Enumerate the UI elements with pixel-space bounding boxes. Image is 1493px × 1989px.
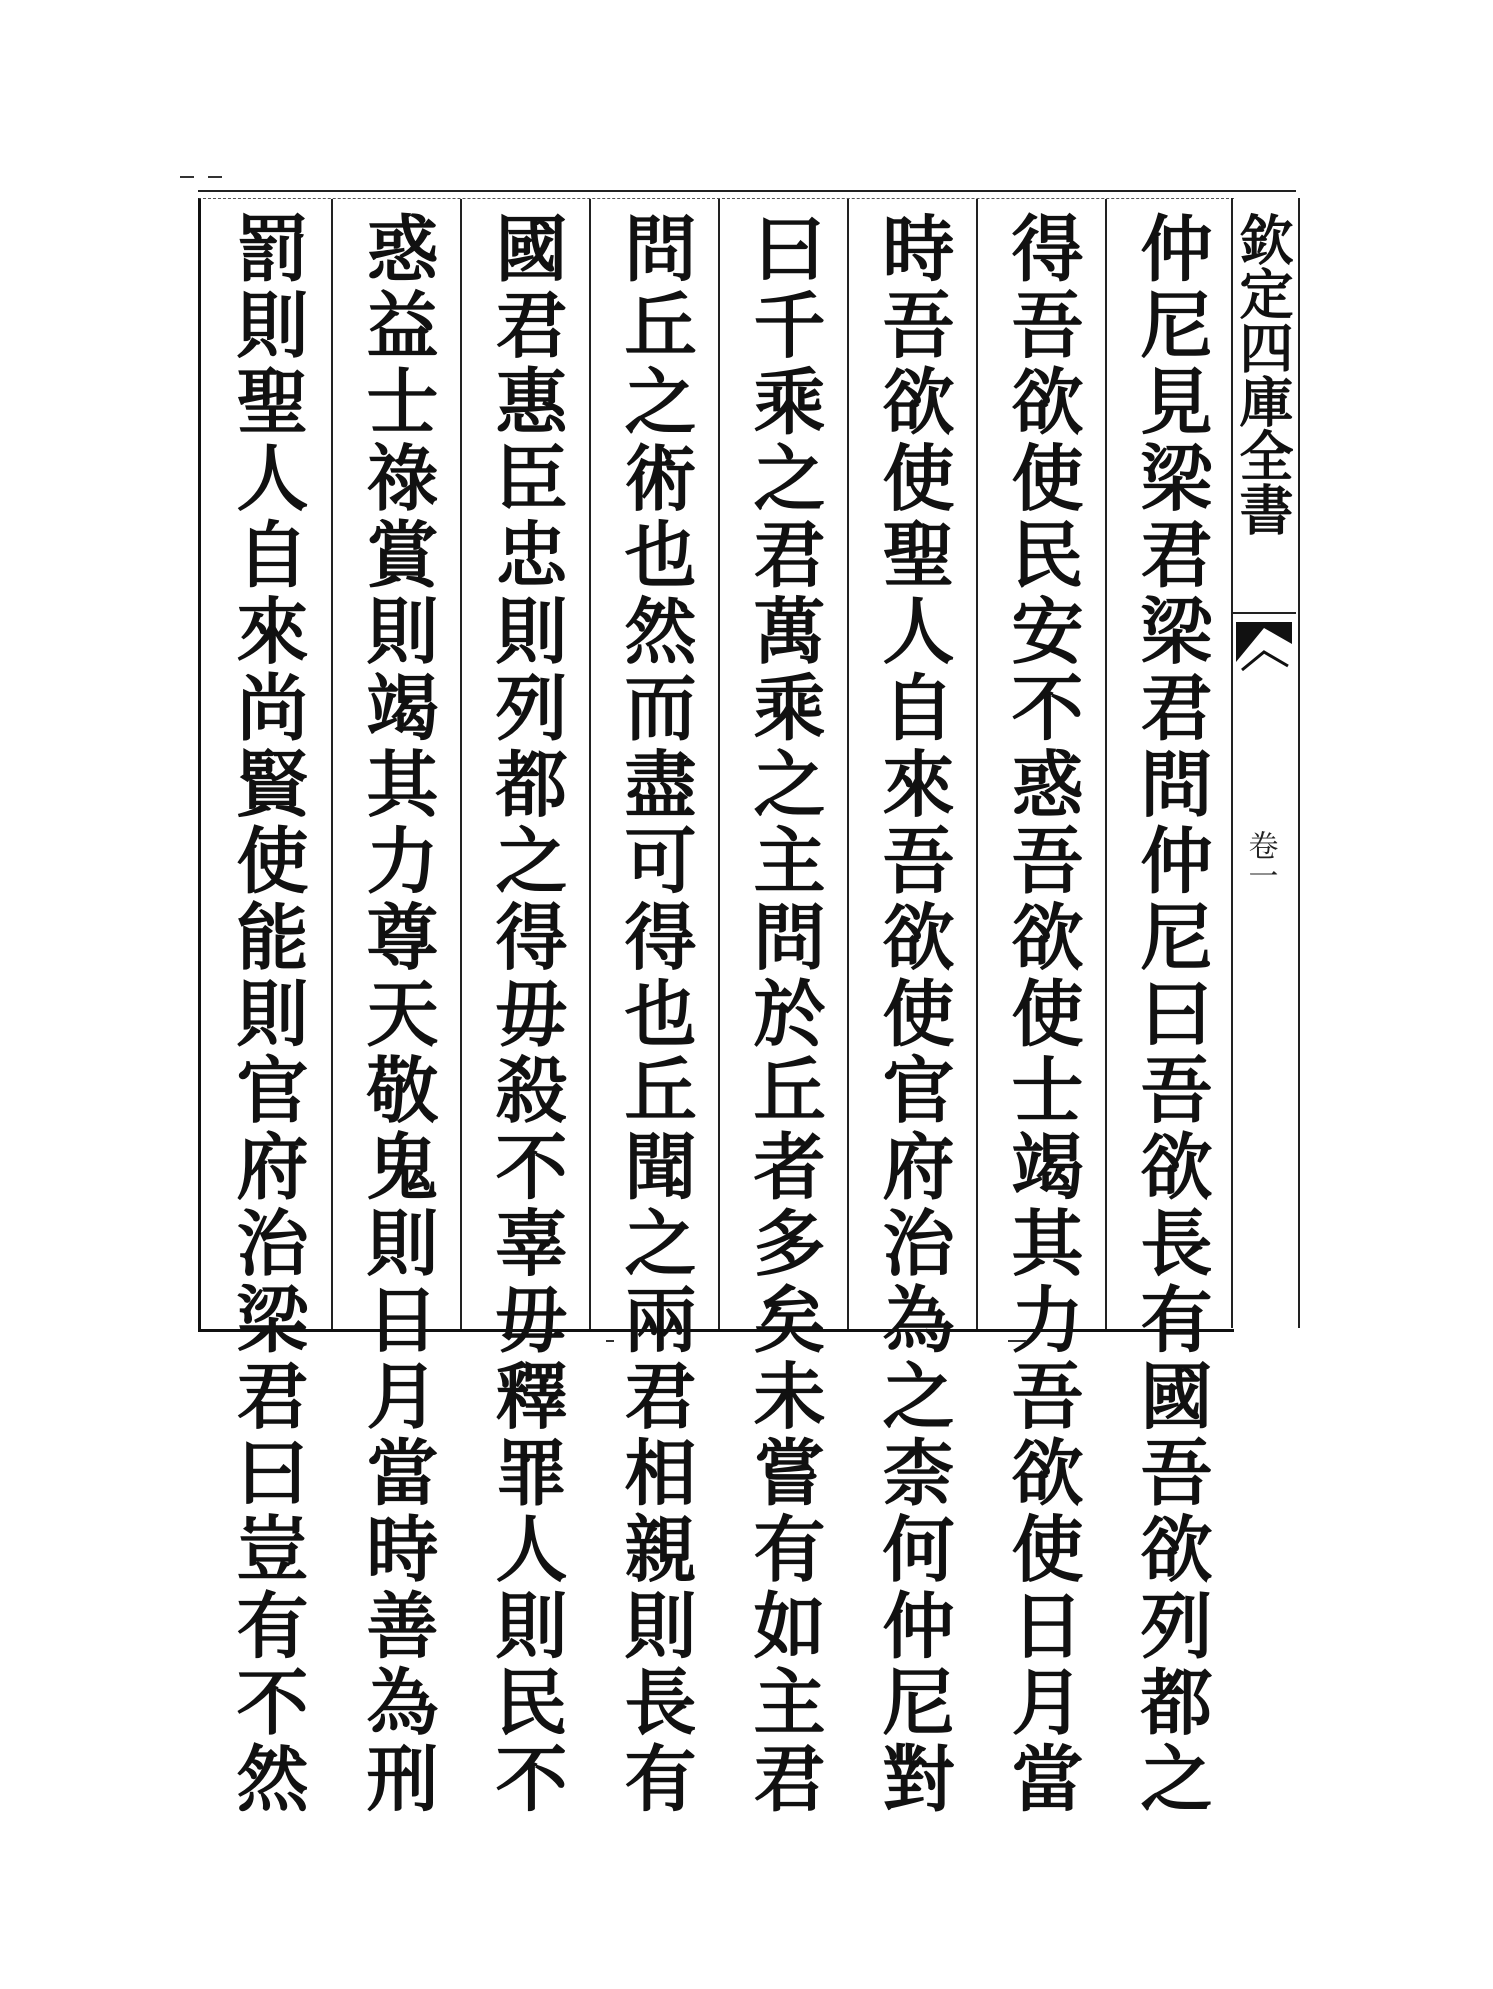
column-text-3: 時吾欲使聖人自來吾欲使官府治為之柰何仲尼對 (870, 211, 956, 1818)
text-column-3 (847, 199, 976, 1818)
bottom-mark (1008, 1340, 1026, 1342)
text-column-5 (589, 199, 718, 1818)
volume-label: 卷一 (1242, 830, 1278, 890)
fish-tail-ornament-icon (1236, 622, 1292, 682)
text-column-7 (331, 199, 460, 1818)
text-column-8 (202, 199, 331, 1818)
column-text-8: 罰則聖人自來尚賢使能則官府治梁君曰豈有不然 (224, 211, 310, 1818)
corner-mark (208, 176, 222, 178)
text-column-6 (460, 199, 589, 1818)
top-border-rule (198, 190, 1296, 192)
bottom-mark (606, 1340, 614, 1342)
corner-mark (180, 176, 194, 178)
column-text-4: 曰千乘之君萬乘之主問於丘者多矣未嘗有如主君 (741, 211, 827, 1818)
column-text-7: 惑益士祿賞則竭其力尊天敬鬼則日月當時善為刑 (354, 211, 440, 1818)
column-text-2: 得吾欲使民安不惑吾欲使士竭其力吾欲使日月當 (999, 211, 1085, 1818)
book-title: 欽定四庫全書 (1231, 212, 1295, 536)
column-text-6: 國君惠臣忠則列都之得毋殺不辜毋釋罪人則民不 (483, 211, 569, 1818)
text-column-2 (976, 199, 1105, 1818)
text-column-1 (1105, 199, 1234, 1818)
text-column-4 (718, 199, 847, 1818)
text-frame (198, 198, 1234, 1818)
column-text-1: 仲尼見梁君梁君問仲尼曰吾欲長有國吾欲列都之 (1128, 211, 1214, 1818)
text-columns (201, 199, 1234, 1818)
title-box-rule (1231, 612, 1296, 614)
column-text-5: 問丘之術也然而盡可得也丘聞之兩君相親則長有 (612, 211, 698, 1818)
